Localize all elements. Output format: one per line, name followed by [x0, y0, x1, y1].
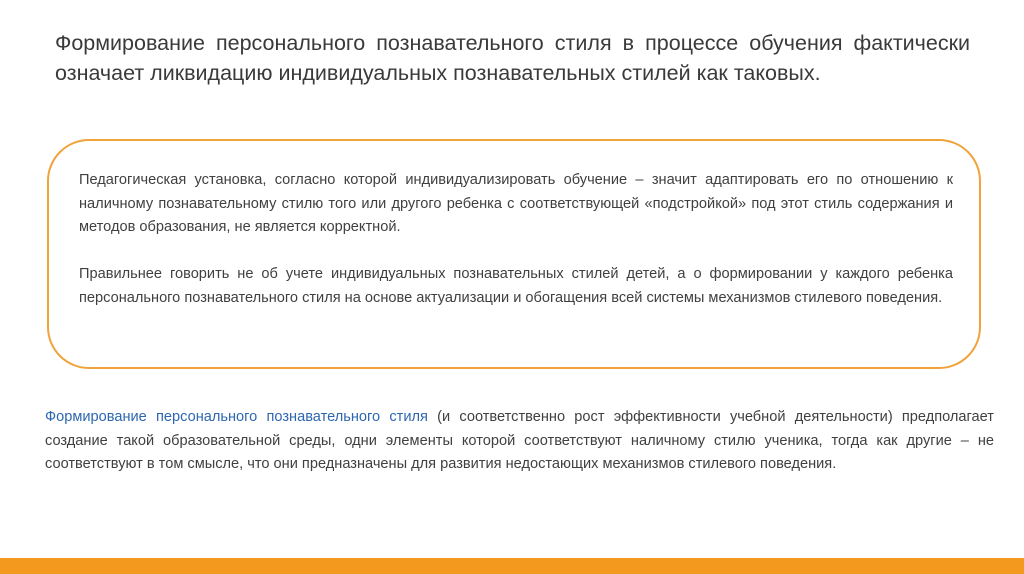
slide-heading: Формирование персонального познавательного стиля в процессе обучения фактически означает ликвидацию индивидуальных познавательных стилей как таковых.	[55, 31, 970, 85]
bottom-paragraph-highlight: Формирование персонального познавательного стиля	[45, 409, 428, 425]
bottom-paragraph-text: (и соответственно рост эффективности учебной деятельности) предполагает создание такой образовательной среды, одни элементы которой соответствуют наличному стилю ученика, тогда как другие – не соответствуют в том смысле, что они предназначены для развития недостающих механизмов стилевого поведения.	[45, 409, 994, 472]
footer-accent-bar	[0, 558, 1024, 574]
rounded-callout-box	[47, 139, 981, 369]
callout-paragraph-2: Правильнее говорить не об учете индивидуальных познавательных стилей детей, а о формировании у каждого ребенка персонального познавательного стиля на основе актуализации и обогащения всей системы механизмов стилевого поведения.	[79, 266, 953, 306]
callout-paragraph-1: Педагогическая установка, согласно которой индивидуализировать обучение – значит адаптировать его по отношению к наличному познавательному стилю того или другого ребенка с соответствующей «подстройкой» под этот стиль содержания и методов образования, не является корректной.	[79, 172, 953, 235]
bottom-paragraph	[45, 406, 994, 477]
